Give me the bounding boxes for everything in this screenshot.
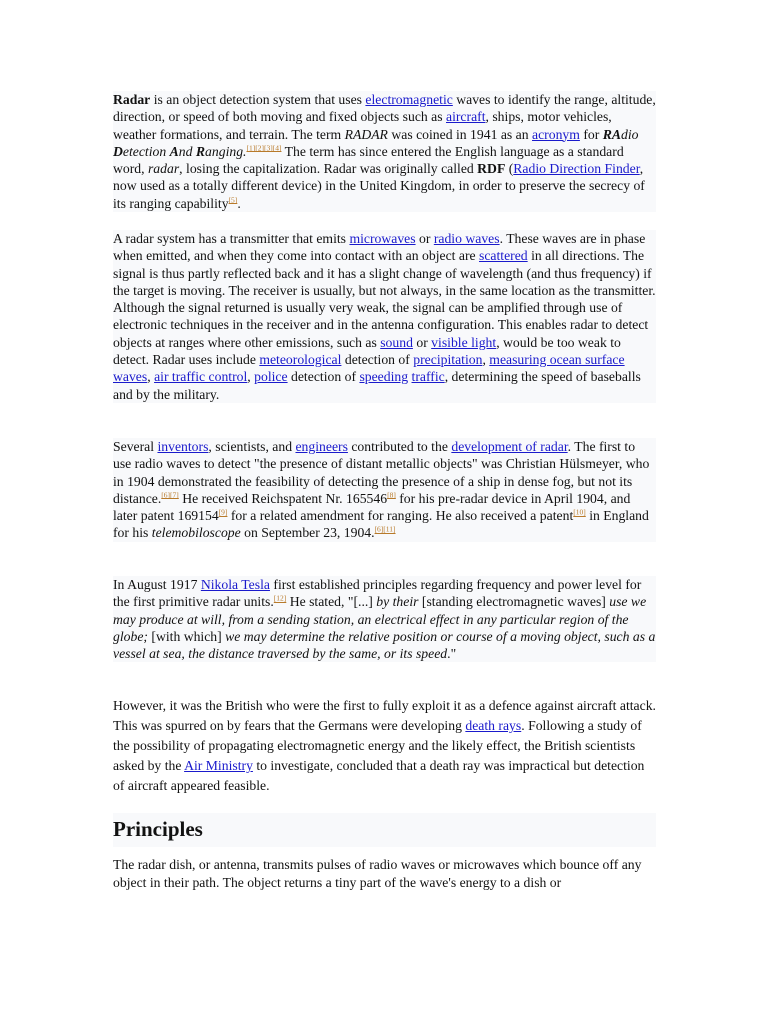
text: . These waves are in phase when emitted, and when they come into contact with an object are	[113, 231, 646, 264]
link-scattered[interactable]: scattered	[479, 248, 528, 264]
citation-link[interactable]: [10]	[573, 507, 586, 517]
text: He stated, "[...]	[286, 594, 377, 610]
paragraph-radar-system	[113, 230, 656, 403]
acronym-letter-r: R	[195, 143, 206, 159]
link-air-ministry[interactable]: Air Ministry	[184, 758, 253, 773]
link-meteorological[interactable]: meteorological	[259, 352, 342, 368]
text: detection of	[341, 352, 414, 368]
text: waves to identify the range, altitude, direction, or speed of both moving and fixed objects such as	[113, 92, 656, 125]
link-police[interactable]: police	[254, 369, 288, 385]
term-radar-lower: radar	[147, 161, 180, 177]
text: or	[412, 334, 432, 350]
text: detection of	[287, 369, 360, 385]
citation-link[interactable]: [6][7]	[161, 490, 179, 500]
text: The radar dish, or antenna, transmits pulses of radio waves or microwaves which bounce off any object in their path. The object returns a tiny part of the wave's energy to a dish or	[113, 857, 642, 890]
citation	[387, 490, 396, 499]
paragraph-history	[113, 438, 656, 542]
acronym-letter-d: D	[113, 143, 123, 159]
text: was coined in 1941 as an	[387, 126, 533, 142]
text: , losing the capitalization. Radar was originally called	[179, 161, 478, 177]
citation-link[interactable]: [9]	[218, 507, 228, 517]
link-measuring-ocean-surface-waves[interactable]: measuring ocean surface waves	[113, 352, 625, 385]
text: for a related amendment for ranging. He also received a patent	[227, 508, 574, 524]
link-microwaves[interactable]: microwaves	[349, 231, 416, 246]
link-nikola-tesla[interactable]: Nikola Tesla	[200, 577, 270, 592]
paragraph-british	[113, 696, 656, 796]
text: He received Reichspatent Nr. 165546	[178, 490, 388, 506]
section-heading-principles: Principles	[113, 813, 656, 847]
link-traffic[interactable]: traffic	[411, 369, 445, 385]
citation	[573, 508, 586, 517]
text: contributed to the	[347, 439, 452, 454]
citation-link[interactable]: [5]	[228, 195, 238, 205]
text: However, it was the British who were the first to fully exploit it as a defence against aircraft attack. This was spurred on by fears that the Germans were developing	[113, 698, 656, 733]
term-radar-italic: RADAR	[344, 126, 388, 142]
link-inventors[interactable]: inventors	[157, 439, 209, 454]
citation-link[interactable]: [6][11]	[374, 524, 396, 534]
citation	[246, 143, 281, 152]
acronym-letters-ra: RA	[602, 126, 621, 142]
quote-italic: by their	[376, 594, 419, 610]
quote-italic: we may determine the relative position or course of a moving object, such as a vessel at sea, the distance traversed by the same, or its speed	[113, 628, 656, 662]
text: (	[505, 161, 514, 177]
link-aircraft[interactable]: aircraft	[446, 109, 486, 125]
link-acronym[interactable]: acronym	[532, 126, 580, 142]
text: , determining the speed of baseballs and by the military.	[113, 369, 641, 402]
link-sound[interactable]: sound	[380, 334, 413, 350]
term-rdf: RDF	[477, 161, 506, 177]
text: In August 1917	[113, 577, 201, 592]
acronym-word: etection	[122, 143, 170, 159]
text: ."	[447, 646, 457, 662]
text: in all directions. The signal is thus partly reflected back and it has a slight change of wavelength (and thus frequency) if the target is moving. The receiver is usually, but not always, in the same location as the transmitter. Although the signal returned is usually very weak, the signal can be amplified through use of electronic techniques in the receiver and in the antenna configuration. This enables radar to detect objects at ranges where other emissions, such as	[113, 248, 656, 350]
term-telemobiloscope: telemobiloscope	[151, 525, 241, 541]
text: first established principles regarding frequency and power level for the first primitive radar units.	[113, 577, 642, 610]
term-radar: Radar	[113, 92, 151, 107]
link-precipitation[interactable]: precipitation	[413, 352, 483, 368]
text: , now used as a totally different device) in the United Kingdom, in order to preserve the secrecy of its ranging capability	[113, 161, 645, 211]
acronym-word: nd	[178, 143, 196, 159]
text: The term has since entered the English language as a standard word,	[113, 143, 624, 177]
text: , scientists, and	[208, 439, 296, 454]
paragraph-tesla	[113, 576, 656, 662]
citation	[375, 525, 396, 534]
text: , ships, motor vehicles, weather formations, and terrain. The term	[113, 109, 612, 142]
text: . The first to use radio waves to detect "the presence of distant metallic objects" was Christian Hülsmeyer, who in 1904 demonstrated the feasibility of detecting the presence of a ship in dense fog, but not its distance.	[113, 439, 650, 506]
quote-italic: use we may produce at will, from a sending station, an electrical effect in any particular region of the globe;	[113, 594, 647, 644]
link-speeding[interactable]: speeding	[359, 369, 409, 385]
link-radio-direction-finder[interactable]: Radio Direction Finder	[513, 161, 640, 177]
paragraph-principles	[113, 856, 656, 892]
text: on September 23, 1904.	[240, 525, 375, 541]
text: Several	[113, 439, 158, 454]
text: for	[579, 126, 603, 142]
paragraph-radar-intro	[113, 91, 656, 212]
acronym-word: dio	[620, 126, 639, 142]
link-death-rays[interactable]: death rays	[465, 718, 522, 733]
text: [standing electromagnetic waves]	[418, 594, 610, 610]
text: , would be too weak to detect. Radar uses include	[113, 334, 621, 368]
citation-link[interactable]: [8]	[387, 490, 396, 500]
text: ,	[482, 352, 490, 368]
link-radio-waves[interactable]: radio waves	[433, 231, 500, 246]
text: ,	[147, 369, 155, 385]
citation-link[interactable]: [12]	[273, 593, 287, 603]
citation	[229, 195, 238, 204]
text: ,	[247, 369, 255, 385]
link-air-traffic-control[interactable]: air traffic control	[154, 369, 248, 385]
link-visible-light[interactable]: visible light	[431, 334, 497, 350]
link-development-of-radar[interactable]: development of radar	[451, 439, 568, 454]
link-engineers[interactable]: engineers	[295, 439, 348, 454]
text: .	[237, 195, 241, 211]
citation-link[interactable]: [1][2][3][4]	[246, 143, 282, 153]
text: for his pre-radar device in April 1904, and later patent 169154	[113, 490, 631, 524]
text: [with which]	[147, 628, 226, 644]
citation	[161, 490, 179, 499]
text: . Following a study of the possibility of propagating electromagnetic energy and the likely effect, the British scientists asked by the	[113, 718, 642, 773]
acronym-word: anging.	[205, 143, 247, 159]
text: to investigate, concluded that a death ray was impractical but detection of aircraft appeared feasible.	[113, 758, 645, 793]
text: is an object detection system that uses	[150, 92, 366, 107]
citation	[274, 594, 287, 603]
text: in England for his	[113, 508, 649, 541]
acronym-letter-a: A	[169, 143, 179, 159]
link-electromagnetic[interactable]: electromagnetic	[365, 92, 453, 107]
text: or	[415, 231, 434, 246]
text: A radar system has a transmitter that emits	[113, 231, 350, 246]
